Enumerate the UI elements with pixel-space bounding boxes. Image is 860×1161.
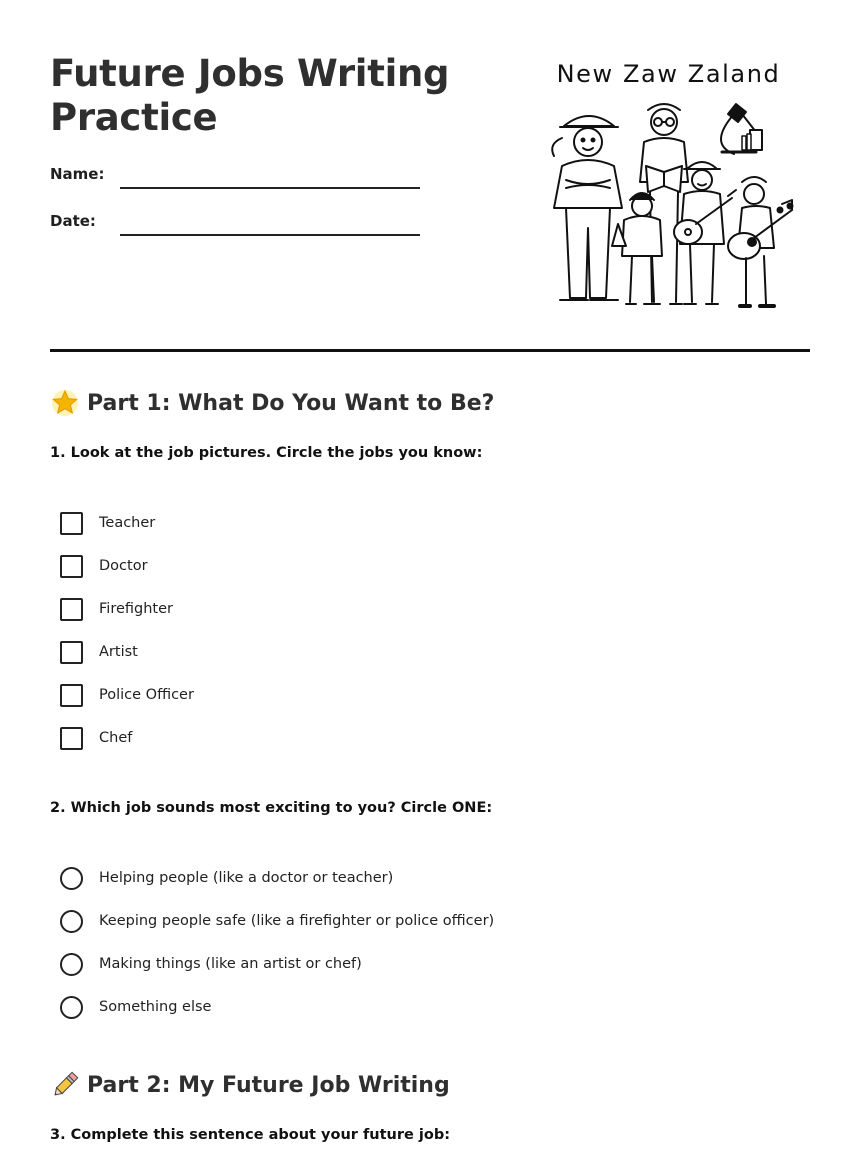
part2-heading (50, 1070, 450, 1100)
radio-button[interactable] (60, 867, 83, 890)
radio-button[interactable] (60, 996, 83, 1019)
option-label: Doctor (99, 558, 148, 574)
question-1: 1. Look at the job pictures. Circle the jobs you know: (50, 445, 483, 461)
part2-heading-text: Part 2: My Future Job Writing (87, 1072, 450, 1098)
option-label: Teacher (99, 515, 156, 531)
option-label: Something else (99, 999, 212, 1015)
careers-illustration (546, 96, 800, 318)
header-divider (50, 349, 810, 352)
name-label: Name: (50, 165, 105, 183)
radio-button[interactable] (60, 953, 83, 976)
checkbox-option[interactable] (60, 640, 138, 664)
logo-text: New Zaw Zaland (556, 60, 781, 88)
radio-option[interactable] (60, 866, 393, 890)
worker-figure (552, 116, 622, 300)
checkbox-option[interactable] (60, 726, 132, 750)
doctor-figure (612, 193, 662, 304)
guitarist-figure (674, 162, 736, 304)
option-label: Making things (like an artist or chef) (99, 956, 362, 972)
option-label: Police Officer (99, 687, 194, 703)
checkbox-option[interactable] (60, 511, 155, 535)
musician-figure (728, 177, 793, 306)
checkbox-option[interactable] (60, 597, 173, 621)
checkbox-option[interactable] (60, 554, 148, 578)
date-field[interactable] (120, 234, 420, 236)
checkbox[interactable] (60, 598, 83, 621)
checkbox[interactable] (60, 512, 83, 535)
option-label: Artist (99, 644, 138, 660)
radio-button[interactable] (60, 910, 83, 933)
checkbox[interactable] (60, 727, 83, 750)
name-field[interactable] (120, 187, 420, 189)
radio-option[interactable] (60, 909, 494, 933)
option-label: Chef (99, 730, 133, 746)
part1-heading-text: Part 1: What Do You Want to Be? (87, 390, 495, 416)
glowing-star-icon (50, 388, 80, 418)
question-3: 3. Complete this sentence about your future job: (50, 1127, 451, 1143)
checkbox-option[interactable] (60, 683, 194, 707)
logo (546, 60, 800, 320)
checkbox[interactable] (60, 641, 83, 664)
option-label: Keeping people safe (like a firefighter or police officer) (99, 913, 495, 929)
option-label: Firefighter (99, 601, 173, 617)
microscope-icon (721, 104, 762, 154)
part1-heading (50, 388, 494, 418)
radio-option[interactable] (60, 995, 211, 1019)
checkbox[interactable] (60, 684, 83, 707)
worksheet-title: Future Jobs Writing Practice (50, 52, 450, 139)
date-label: Date: (50, 212, 96, 230)
question-2: 2. Which job sounds most exciting to you? Circle ONE: (50, 800, 493, 816)
pencil-icon (50, 1070, 80, 1100)
radio-option[interactable] (60, 952, 362, 976)
checkbox[interactable] (60, 555, 83, 578)
option-label: Helping people (like a doctor or teacher) (99, 870, 394, 886)
